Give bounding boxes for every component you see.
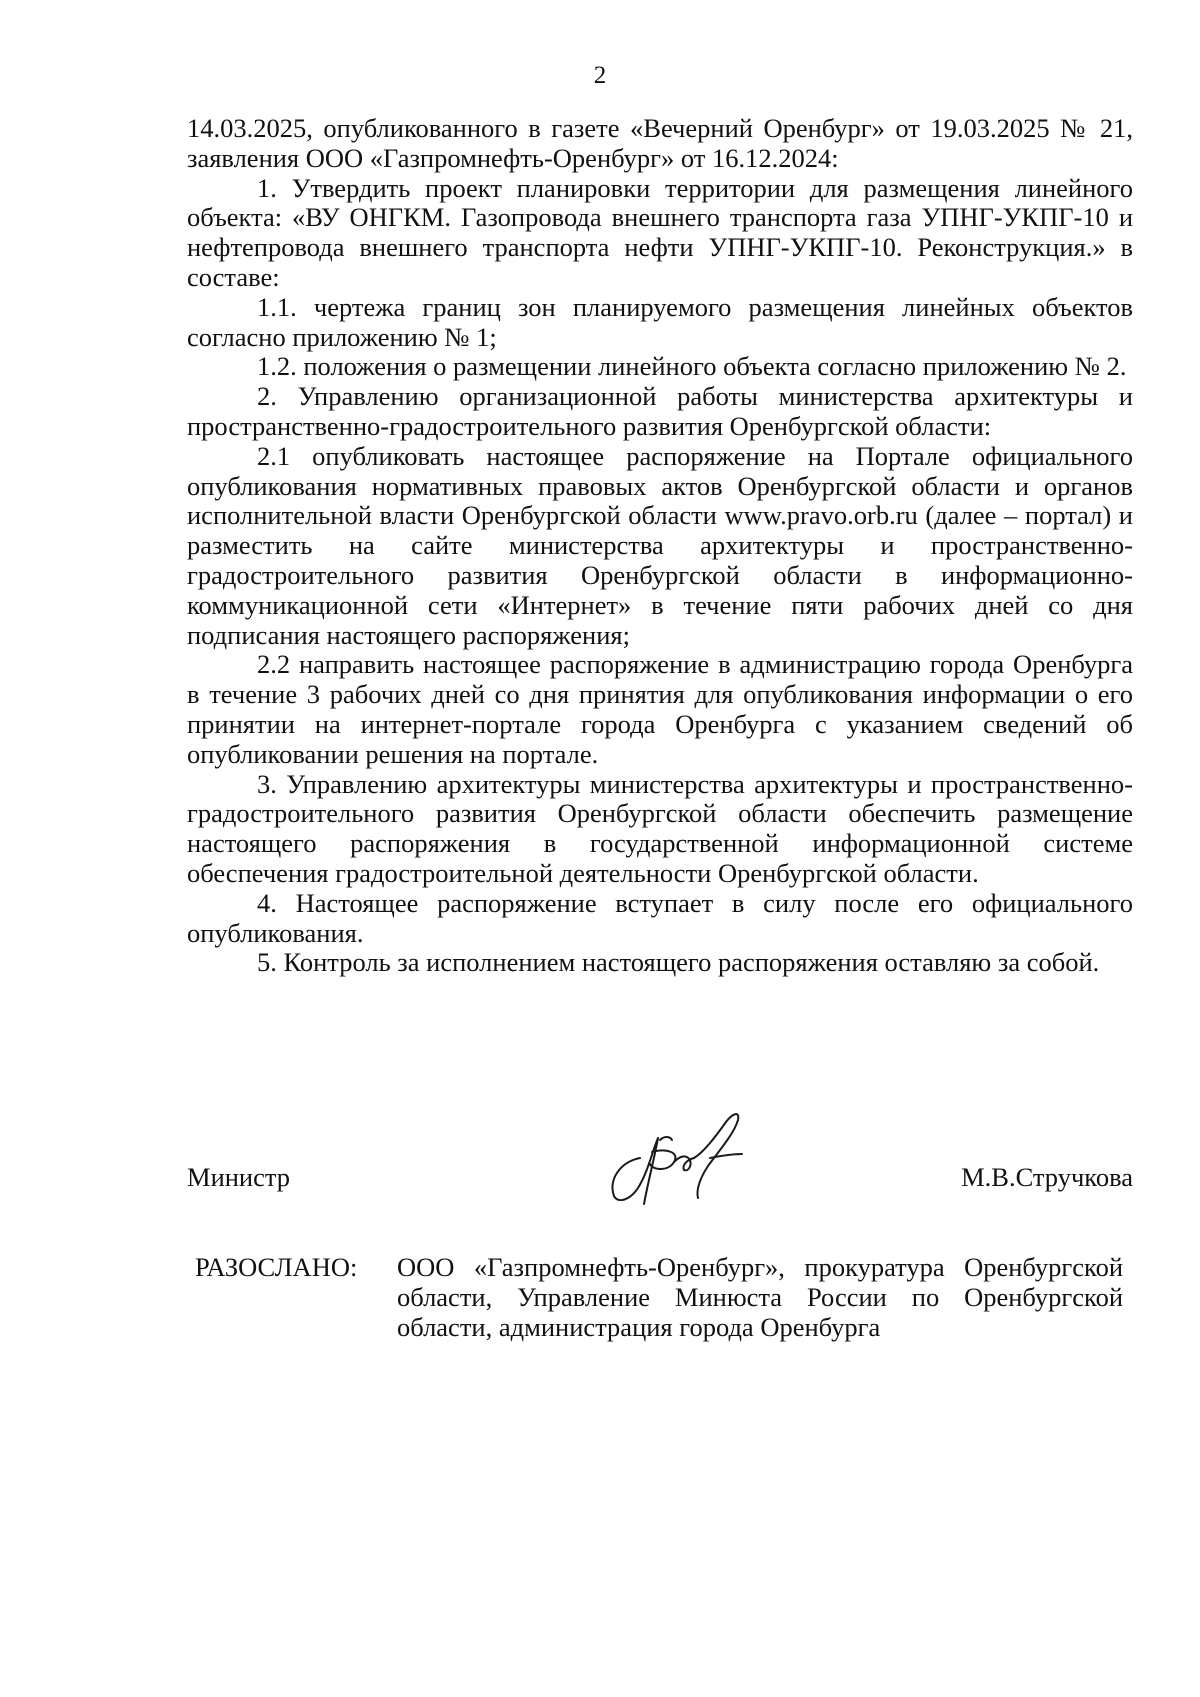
document-body [187, 114, 1133, 978]
page-number: 2 [593, 62, 607, 89]
distribution-recipients: ООО «Газпромнефть-Оренбург», прокуратура Оренбургской области, Управление Минюста России по Оренбургской области, администрация города Оренбурга [397, 1252, 1123, 1342]
distribution-label: РАЗОСЛАНО: [195, 1252, 358, 1282]
signature-block [187, 1162, 1133, 1222]
paragraph-item-3: 3. Управлению архитектуры министерства архитектуры и пространственно-градостроительного развития Оренбургской области обеспечить размещение настоящего распоряжения в государственной информационной системе обеспечения градостроительной деятельности Оренбургской области. [187, 768, 1133, 888]
signer-position: Министр [187, 1162, 291, 1192]
paragraph-item-1: 1. Утвердить проект планировки территории для размещения линейного объекта: «ВУ ОНГКМ. Газопровода внешнего транспорта газа УПНГ-УКПГ-10 и нефтепровода внешнего транспорта нефти УПНГ-УКПГ-10. Реконструкция.» в составе: [187, 172, 1133, 292]
paragraph-item-2: 2. Управлению организационной работы министерства архитектуры и пространственно-градостроительного развития Оренбургской области: [187, 381, 1133, 441]
paragraph-item-1-1: 1.1. чертежа границ зон планируемого размещения линейных объектов согласно приложению № 1; [187, 291, 1133, 352]
paragraph-intro: 14.03.2025, опубликованного в газете «Вечерний Оренбург» от 19.03.2025 № 21, заявления ООО «Газпромнефть-Оренбург» от 16.12.2024: [187, 113, 1133, 173]
paragraph-item-4: 4. Настоящее распоряжение вступает в силу после его официального опубликования. [187, 887, 1133, 948]
paragraph-item-2-2: 2.2 направить настоящее распоряжение в администрацию города Оренбурга в течение 3 рабочих дней со дня принятия для опубликования информации о его принятии на интернет-портале города Оренбурга с указанием сведений об опубликовании решения на портале. [187, 649, 1133, 769]
paragraph-item-2-1: 2.1 опубликовать настоящее распоряжение на Портале официального опубликования нормативных правовых актов Оренбургской области и органов исполнительной власти Оренбургской области www.pravo.orb.ru (далее – портал) и разместить на сайте министерства архитектуры и пространственно-градостроительного развития Оренбургской области в информационно-коммуникационной сети «Интернет» в течение пяти рабочих дней со дня подписания настоящего распоряжения; [187, 440, 1133, 650]
paragraph-item-5: 5. Контроль за исполнением настоящего распоряжения оставляю за собой. [257, 947, 1100, 978]
paragraph-item-1-2: 1.2. положения о размещении линейного объекта согласно приложению № 2. [257, 351, 1127, 382]
signer-name: М.В.Стручкова [961, 1162, 1133, 1192]
